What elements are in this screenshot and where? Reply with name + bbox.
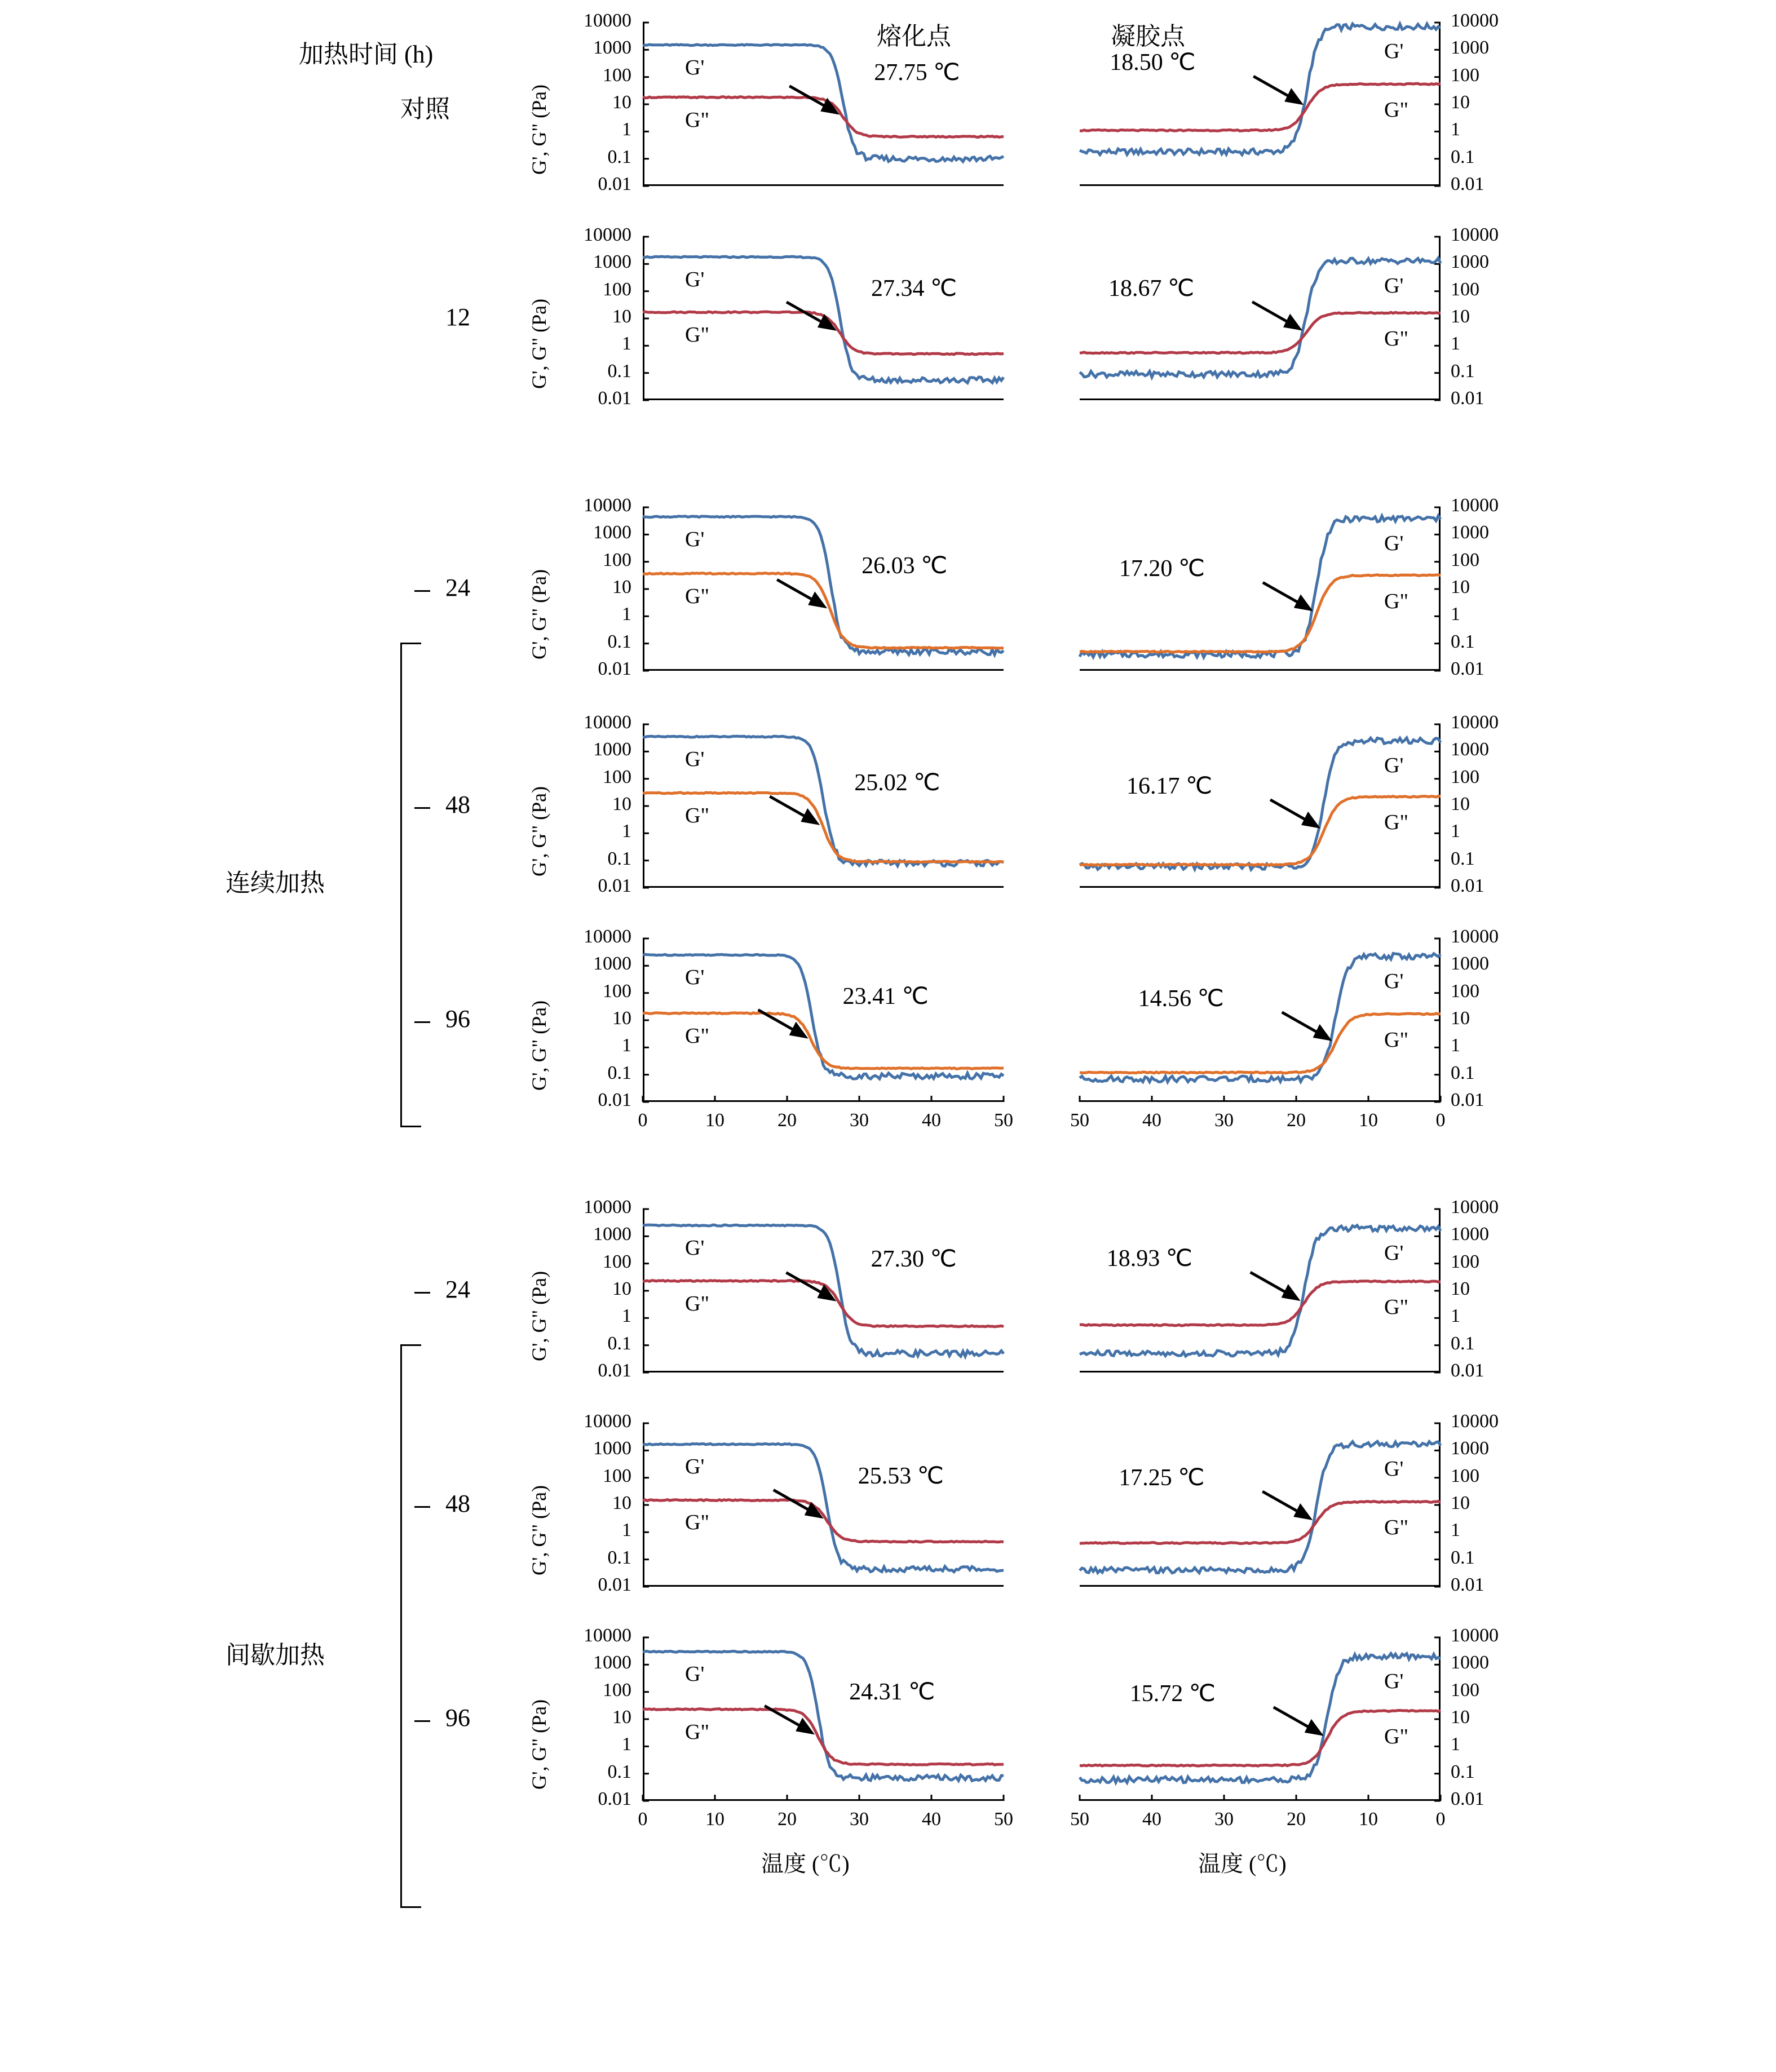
y-axis-tick-label: 10 xyxy=(1451,1493,1470,1513)
y-axis-tick-label: 10 xyxy=(612,1493,631,1513)
group-label-continuous: 连续加热 xyxy=(226,869,325,897)
y-axis-tick-label: 1000 xyxy=(1451,739,1489,760)
y-axis-tick-label: 1 xyxy=(1451,119,1460,140)
y-axis-tick-label: 10000 xyxy=(584,1197,631,1217)
x-axis-title-right: 温度 (℃) xyxy=(1198,1851,1287,1876)
annotation-arrowhead xyxy=(1293,1503,1313,1520)
series-label-loss: G" xyxy=(685,1291,709,1316)
y-axis-tick-label: 10 xyxy=(612,92,631,113)
y-axis-tick-label: 10 xyxy=(1451,306,1470,327)
y-axis-tick-label: 1000 xyxy=(593,1652,631,1673)
y-axis-tick-label: 0.01 xyxy=(598,1788,631,1809)
y-axis-tick-label: 1 xyxy=(1451,1035,1460,1056)
x-axis-tick-label: 50 xyxy=(1070,1110,1089,1131)
plot-melting-0 xyxy=(643,23,1004,186)
y-axis-title: G', G" (Pa) xyxy=(528,1699,550,1790)
y-axis-tick-label: 0.1 xyxy=(1451,146,1475,167)
x-axis-tick-label: 0 xyxy=(1435,1110,1446,1131)
y-axis-tick-label: 1000 xyxy=(593,522,631,543)
y-axis-tick-label: 10000 xyxy=(584,926,631,947)
y-axis-tick-label: 0.1 xyxy=(1451,631,1475,652)
temperature-annotation: 27.75 ℃ xyxy=(874,59,960,86)
y-axis-tick-label: 1 xyxy=(622,1520,631,1541)
y-axis-tick-label: 0.01 xyxy=(1451,174,1485,194)
y-axis-tick-label: 100 xyxy=(1451,278,1479,300)
row-tick-7 xyxy=(414,1720,430,1722)
y-axis-tick-label: 0.01 xyxy=(598,875,631,896)
plot-gelation-4 xyxy=(1080,938,1441,1102)
row-label-3: 48 xyxy=(445,791,470,818)
x-axis-tick-label: 30 xyxy=(1214,1809,1234,1830)
x-axis-tick-label: 0 xyxy=(1435,1809,1446,1830)
y-axis-tick-label: 1 xyxy=(622,119,631,140)
series-label-storage: G' xyxy=(1384,969,1404,993)
y-axis-tick-label: 1000 xyxy=(1451,1652,1489,1673)
y-axis-tick-label: 10000 xyxy=(1451,224,1499,245)
y-axis-tick-label: 1000 xyxy=(1451,251,1489,273)
series-label-loss: G" xyxy=(1384,589,1408,613)
y-axis-tick-label: 0.1 xyxy=(1451,848,1475,869)
row-tick-4 xyxy=(414,1021,430,1023)
y-axis-tick-label: 0.01 xyxy=(1451,1788,1485,1809)
y-axis-tick-label: 0.01 xyxy=(598,658,631,679)
row-label-1: 12 xyxy=(445,303,470,331)
series-label-storage: G' xyxy=(685,1662,705,1686)
plot-gelation-7 xyxy=(1080,1637,1441,1801)
y-axis-tick-label: 10 xyxy=(612,1278,631,1299)
y-axis-tick-label: 100 xyxy=(603,980,631,1002)
x-axis-tick-label: 50 xyxy=(994,1110,1013,1131)
series-label-storage: G' xyxy=(1384,754,1404,778)
y-axis-tick-label: 0.01 xyxy=(1451,875,1485,896)
y-axis-title: G', G" (Pa) xyxy=(528,569,550,659)
y-axis-tick-label: 1 xyxy=(622,821,631,842)
series-label-loss: G" xyxy=(1384,1725,1408,1749)
x-axis-tick-label: 40 xyxy=(922,1110,941,1131)
y-axis-tick-label: 0.01 xyxy=(598,1574,631,1595)
column-header-gelation: 凝胶点 xyxy=(1111,23,1185,50)
y-axis-tick-label: 100 xyxy=(603,1251,631,1272)
temperature-annotation: 14.56 ℃ xyxy=(1138,985,1224,1012)
plot-gelation-6 xyxy=(1080,1423,1441,1587)
y-axis-tick-label: 0.1 xyxy=(607,146,631,167)
series-label-storage: G' xyxy=(685,527,705,551)
y-axis-tick-label: 0.1 xyxy=(607,360,631,382)
y-axis-tick-label: 1000 xyxy=(593,739,631,760)
x-axis-tick-label: 0 xyxy=(638,1809,648,1830)
y-axis-tick-label: 10000 xyxy=(1451,712,1499,733)
temperature-annotation: 25.02 ℃ xyxy=(854,769,940,796)
temperature-annotation: 18.50 ℃ xyxy=(1110,50,1196,76)
series-label-loss: G" xyxy=(685,584,709,608)
y-axis-tick-label: 10 xyxy=(1451,1008,1470,1029)
y-axis-tick-label: 0.1 xyxy=(607,1332,631,1354)
y-axis-title: G', G" (Pa) xyxy=(528,786,550,876)
series-label-storage: G' xyxy=(685,267,705,291)
y-axis-tick-label: 0.01 xyxy=(1451,1574,1485,1595)
x-axis-tick-label: 20 xyxy=(777,1110,797,1131)
x-axis-tick-label: 10 xyxy=(705,1110,724,1131)
x-axis-tick-label: 40 xyxy=(1142,1809,1161,1830)
column-header-melting: 熔化点 xyxy=(877,23,951,50)
series-label-loss: G" xyxy=(1384,327,1408,351)
y-axis-tick-label: 10 xyxy=(612,577,631,597)
y-axis-tick-label: 10000 xyxy=(584,10,631,31)
row-tick-3 xyxy=(414,807,430,809)
x-axis-tick-label: 30 xyxy=(850,1809,869,1830)
series-label-storage: G' xyxy=(1384,39,1404,64)
row-label-0: 对照 xyxy=(400,95,450,123)
y-axis-tick-label: 100 xyxy=(1451,549,1479,570)
row-tick-2 xyxy=(414,590,430,592)
y-axis-tick-label: 0.01 xyxy=(598,174,631,194)
y-axis-tick-label: 100 xyxy=(1451,1251,1479,1272)
y-axis-tick-label: 1000 xyxy=(593,251,631,273)
y-axis-tick-label: 10 xyxy=(1451,1278,1470,1299)
y-axis-tick-label: 1 xyxy=(1451,821,1460,842)
y-axis-tick-label: 10 xyxy=(1451,577,1470,597)
y-axis-tick-label: 0.1 xyxy=(607,1547,631,1568)
y-axis-tick-label: 1000 xyxy=(1451,953,1489,975)
y-axis-tick-label: 0.01 xyxy=(1451,388,1485,409)
x-axis-tick-label: 40 xyxy=(1142,1110,1161,1131)
x-axis-tick-label: 50 xyxy=(994,1809,1013,1830)
series-label-loss: G" xyxy=(685,1511,709,1535)
y-axis-tick-label: 0.01 xyxy=(1451,1360,1485,1381)
y-axis-tick-label: 1 xyxy=(1451,1520,1460,1541)
series-label-loss: G" xyxy=(1384,1295,1408,1320)
annotation-arrowhead xyxy=(1294,594,1313,611)
y-axis-tick-label: 1000 xyxy=(593,37,631,59)
y-axis-tick-label: 1 xyxy=(622,1734,631,1755)
series-label-storage: G' xyxy=(1384,1669,1404,1693)
y-axis-tick-label: 0.01 xyxy=(598,1090,631,1110)
y-axis-tick-label: 0.1 xyxy=(1451,1062,1475,1083)
series-label-storage: G' xyxy=(1384,532,1404,556)
y-axis-tick-label: 1000 xyxy=(1451,1438,1489,1459)
x-axis-tick-label: 50 xyxy=(1070,1809,1089,1830)
row-label-7: 96 xyxy=(445,1704,470,1732)
temperature-annotation: 17.25 ℃ xyxy=(1119,1465,1205,1491)
y-axis-tick-label: 10 xyxy=(612,794,631,814)
y-axis-tick-label: 10000 xyxy=(584,712,631,733)
y-axis-tick-label: 0.01 xyxy=(598,388,631,409)
y-axis-tick-label: 1000 xyxy=(593,953,631,975)
y-axis-tick-label: 0.1 xyxy=(1451,360,1475,382)
y-axis-tick-label: 100 xyxy=(603,64,631,86)
y-axis-tick-label: 100 xyxy=(1451,1679,1479,1701)
y-axis-tick-label: 0.1 xyxy=(607,1761,631,1782)
y-axis-tick-label: 0.01 xyxy=(1451,1090,1485,1110)
x-axis-title-left: 温度 (℃) xyxy=(761,1851,850,1876)
y-axis-tick-label: 10000 xyxy=(1451,1411,1499,1432)
y-axis-tick-label: 1 xyxy=(622,604,631,625)
y-axis-title: G', G" (Pa) xyxy=(528,84,550,175)
annotation-arrowhead xyxy=(1284,88,1304,105)
y-axis-tick-label: 10 xyxy=(1451,92,1470,113)
y-axis-tick-label: 10000 xyxy=(584,1625,631,1646)
y-axis-tick-label: 1 xyxy=(1451,333,1460,355)
y-axis-title: G', G" (Pa) xyxy=(528,1000,550,1091)
series-label-storage: G' xyxy=(1384,1457,1404,1481)
row-tick-6 xyxy=(414,1506,430,1508)
y-axis-tick-label: 100 xyxy=(1451,1465,1479,1486)
row-label-4: 96 xyxy=(445,1005,470,1033)
annotation-arrowhead xyxy=(1282,1284,1301,1301)
x-axis-tick-label: 10 xyxy=(1359,1809,1378,1830)
series-label-loss: G" xyxy=(1384,1516,1408,1540)
x-axis-tick-label: 20 xyxy=(1287,1110,1306,1131)
x-axis-tick-label: 20 xyxy=(1287,1809,1306,1830)
y-axis-title: G', G" (Pa) xyxy=(528,1270,550,1361)
plot-gelation-5 xyxy=(1080,1209,1441,1373)
y-axis-tick-label: 10000 xyxy=(1451,1197,1499,1217)
y-axis-tick-label: 0.1 xyxy=(1451,1332,1475,1354)
series-label-loss: G" xyxy=(1384,1028,1408,1052)
group-label-intermittent: 间歇加热 xyxy=(226,1641,325,1669)
x-axis-tick-label: 40 xyxy=(922,1809,941,1830)
y-axis-tick-label: 10 xyxy=(612,306,631,327)
plot-melting-6 xyxy=(643,1423,1004,1587)
y-axis-tick-label: 1000 xyxy=(1451,522,1489,543)
y-axis-title: G', G" (Pa) xyxy=(528,298,550,389)
y-axis-tick-label: 1000 xyxy=(593,1438,631,1459)
y-axis-tick-label: 100 xyxy=(1451,64,1479,86)
temperature-annotation: 27.34 ℃ xyxy=(871,275,957,302)
y-axis-tick-label: 1000 xyxy=(593,1224,631,1245)
x-axis-tick-label: 10 xyxy=(705,1809,724,1830)
series-label-storage: G' xyxy=(685,1236,705,1260)
y-axis-tick-label: 10000 xyxy=(584,1411,631,1432)
series-label-storage: G' xyxy=(685,55,705,79)
y-axis-tick-label: 100 xyxy=(603,1465,631,1486)
series-label-loss: G" xyxy=(685,322,709,347)
y-axis-tick-label: 10000 xyxy=(584,495,631,516)
bracket-continuous xyxy=(400,643,419,1127)
y-axis-tick-label: 1 xyxy=(622,333,631,355)
annotation-arrowhead xyxy=(1313,1024,1332,1041)
plot-melting-1 xyxy=(643,237,1004,400)
y-axis-tick-label: 1 xyxy=(1451,1305,1460,1327)
y-axis-tick-label: 100 xyxy=(1451,766,1479,787)
y-axis-tick-label: 10 xyxy=(612,1707,631,1728)
x-axis-tick-label: 30 xyxy=(1214,1110,1234,1131)
series-label-storage: G' xyxy=(685,1455,705,1479)
y-axis-tick-label: 1 xyxy=(622,1035,631,1056)
y-axis-tick-label: 0.1 xyxy=(607,848,631,869)
y-axis-tick-label: 1 xyxy=(1451,1734,1460,1755)
y-axis-tick-label: 0.1 xyxy=(1451,1761,1475,1782)
plot-melting-4 xyxy=(643,938,1004,1102)
row-label-6: 48 xyxy=(445,1490,470,1517)
y-axis-tick-label: 1000 xyxy=(1451,37,1489,59)
y-axis-title: G', G" (Pa) xyxy=(528,1485,550,1575)
series-label-loss: G" xyxy=(685,1024,709,1048)
y-axis-tick-label: 100 xyxy=(603,766,631,787)
y-axis-tick-label: 10 xyxy=(1451,794,1470,814)
y-axis-tick-label: 1 xyxy=(1451,604,1460,625)
x-axis-tick-label: 20 xyxy=(777,1809,797,1830)
y-axis-tick-label: 0.1 xyxy=(1451,1547,1475,1568)
series-label-loss: G" xyxy=(1384,811,1408,835)
series-label-loss: G" xyxy=(685,803,709,827)
plot-gelation-1 xyxy=(1080,237,1441,400)
temperature-annotation: 27.30 ℃ xyxy=(871,1246,957,1272)
y-axis-tick-label: 10 xyxy=(1451,1707,1470,1728)
annotation-arrowhead xyxy=(1305,1719,1324,1736)
y-axis-tick-label: 1 xyxy=(622,1305,631,1327)
y-axis-tick-label: 0.1 xyxy=(607,1062,631,1083)
series-label-storage: G' xyxy=(685,966,705,990)
series-label-loss: G" xyxy=(685,1720,709,1744)
temperature-annotation: 25.53 ℃ xyxy=(858,1463,944,1490)
x-axis-tick-label: 30 xyxy=(850,1110,869,1131)
y-axis-tick-label: 0.01 xyxy=(1451,658,1485,679)
temperature-annotation: 15.72 ℃ xyxy=(1129,1680,1216,1707)
y-axis-tick-label: 1000 xyxy=(1451,1224,1489,1245)
temperature-annotation: 17.20 ℃ xyxy=(1119,556,1205,582)
temperature-annotation: 18.67 ℃ xyxy=(1108,275,1195,302)
plot-gelation-3 xyxy=(1080,724,1441,888)
y-axis-tick-label: 10000 xyxy=(584,224,631,245)
y-axis-tick-label: 100 xyxy=(603,549,631,570)
temperature-annotation: 18.93 ℃ xyxy=(1106,1246,1192,1272)
annotation-arrowhead xyxy=(1283,314,1302,331)
y-axis-tick-label: 10000 xyxy=(1451,926,1499,947)
series-label-storage: G' xyxy=(685,747,705,772)
heating-time-label: 加热时间 (h) xyxy=(299,41,434,68)
series-label-storage: G' xyxy=(1384,1241,1404,1265)
y-axis-tick-label: 10000 xyxy=(1451,495,1499,516)
temperature-annotation: 16.17 ℃ xyxy=(1126,773,1213,799)
series-label-storage: G' xyxy=(1384,273,1404,298)
row-tick-5 xyxy=(414,1292,430,1294)
x-axis-tick-label: 0 xyxy=(638,1110,648,1131)
x-axis-tick-label: 10 xyxy=(1359,1110,1378,1131)
temperature-annotation: 24.31 ℃ xyxy=(849,1679,935,1706)
y-axis-tick-label: 10 xyxy=(612,1008,631,1029)
y-axis-tick-label: 0.1 xyxy=(607,631,631,652)
bracket-intermittent xyxy=(400,1344,419,1908)
row-label-2: 24 xyxy=(445,574,470,601)
temperature-annotation: 23.41 ℃ xyxy=(842,983,929,1010)
series-label-loss: G" xyxy=(1384,98,1408,122)
y-axis-tick-label: 100 xyxy=(603,1679,631,1701)
temperature-annotation: 26.03 ℃ xyxy=(862,553,948,579)
y-axis-tick-label: 100 xyxy=(603,278,631,300)
series-label-loss: G" xyxy=(685,108,709,132)
y-axis-tick-label: 10000 xyxy=(1451,1625,1499,1646)
row-label-5: 24 xyxy=(445,1276,470,1303)
annotation-arrowhead xyxy=(1301,812,1320,829)
y-axis-tick-label: 0.01 xyxy=(598,1360,631,1381)
y-axis-tick-label: 100 xyxy=(1451,980,1479,1002)
y-axis-tick-label: 10000 xyxy=(1451,10,1499,31)
